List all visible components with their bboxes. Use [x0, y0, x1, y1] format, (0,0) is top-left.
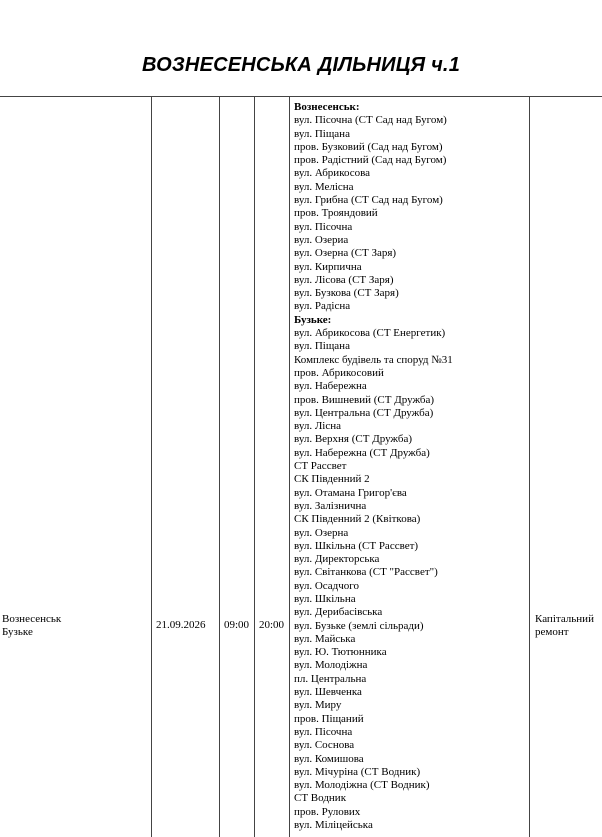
column-divider	[289, 96, 290, 837]
address-item: вул. Молодіжна (СТ Водник)	[294, 779, 430, 792]
address-item: вул. Мічуріна (СТ Водник)	[294, 765, 421, 778]
address-item: вул. Піщана	[294, 127, 350, 140]
address-item: вул. Набережна	[294, 380, 367, 393]
address-item: пров. Рулових	[294, 805, 361, 818]
address-item: вул. Радісна	[294, 300, 351, 313]
address-item: вул. Осадчого	[294, 579, 360, 592]
address-item: пров. Бузковий (Сад над Бугом)	[294, 140, 443, 153]
date-cell: 21.09.2026	[156, 619, 206, 631]
address-item: вул. Отамана Григор'єва	[294, 486, 407, 499]
address-item: вул. Верхня (СТ Дружба)	[294, 433, 413, 446]
address-item: вул. Шкільна	[294, 592, 356, 605]
time-to-cell: 20:00	[259, 619, 285, 631]
page-title: ВОЗНЕСЕНСЬКА ДІЛЬНИЦЯ ч.1	[141, 54, 461, 76]
address-item: пров. Трояндовий	[294, 207, 378, 220]
address-item: вул. Директорська	[294, 553, 380, 566]
reason-cell	[535, 613, 594, 639]
address-item: вул. Шевченка	[294, 686, 362, 699]
address-item: вул. Абрикосова (СТ Енергетик)	[294, 327, 446, 340]
address-item: вул. Майська	[294, 632, 356, 645]
address-item: вул. Пісочна	[294, 725, 353, 738]
address-item: СТ Водник	[294, 792, 347, 805]
address-item: вул. Пісочна	[294, 220, 353, 233]
address-item: пл. Центральна	[294, 672, 367, 685]
address-item: вул. Лісна	[294, 420, 341, 433]
address-item: СТ Рассвет	[294, 460, 347, 473]
settlements-cell	[2, 613, 61, 639]
address-item: вул. Світанкова (СТ "Рассвет")	[294, 566, 438, 579]
address-item: вул. Залізнична	[294, 499, 367, 512]
address-item: пров. Абрикосовий	[294, 366, 384, 379]
address-item: вул. Соснова	[294, 739, 355, 752]
address-item: пров. Піщаний	[294, 712, 364, 725]
address-item: СК Південний 2	[294, 473, 370, 486]
address-item: вул. Міліцейська	[294, 819, 373, 832]
settlement-name: Бузьке	[2, 626, 33, 638]
column-divider	[529, 96, 530, 837]
address-item: СК Південний 2 (Квіткова)	[294, 513, 421, 526]
address-item: вул. Пісочна (СТ Сад над Бугом)	[294, 114, 447, 127]
address-item: вул. Миру	[294, 699, 342, 712]
address-item: вул. Ю. Тютюнника	[294, 646, 387, 659]
address-item: пров. Радістний (Сад над Бугом)	[294, 154, 447, 167]
settlement-name: Вознесенськ	[2, 613, 62, 625]
address-heading: Бузьке:	[294, 313, 332, 326]
address-item: вул. Озериа	[294, 233, 349, 246]
address-item: вул. Озерна	[294, 526, 349, 539]
column-divider	[219, 96, 220, 837]
address-heading: Вознесенськ:	[294, 101, 360, 113]
address-item: вул. Бузьке (землі сільради)	[294, 619, 424, 632]
address-item: вул. Центральна (СТ Дружба)	[294, 406, 434, 419]
address-item: пров. Вишневий (СТ Дружба)	[294, 393, 435, 406]
time-from-cell: 09:00	[224, 619, 250, 631]
table-top-border	[0, 96, 602, 97]
address-item: вул. Лісова (СТ Заря)	[294, 273, 394, 286]
address-item: вул. Абрикосова	[294, 167, 371, 180]
address-item: вул. Кирпична	[294, 260, 362, 273]
column-divider	[254, 96, 255, 837]
address-item: вул. Озерна (СТ Заря)	[294, 247, 397, 260]
address-item: вул. Бузкова (СТ Заря)	[294, 287, 399, 300]
reason-line: ремонт	[535, 626, 569, 638]
address-item: вул. Грибна (СТ Сад над Бугом)	[294, 194, 443, 207]
address-item: вул. Мелісна	[294, 180, 354, 193]
address-item: Комплекс будівель та споруд №31	[294, 353, 453, 366]
address-item: вул. Молодіжна	[294, 659, 368, 672]
reason-line: Капітальний	[535, 613, 594, 625]
address-item: вул. Піщана	[294, 340, 350, 353]
address-item: вул. Шкільна (СТ Рассвет)	[294, 539, 419, 552]
address-item: вул. Комишова	[294, 752, 364, 765]
address-item: вул. Набережна (СТ Дружба)	[294, 446, 430, 459]
column-divider	[151, 96, 152, 837]
address-item: вул. Дерибасівська	[294, 606, 383, 619]
address-list	[294, 101, 453, 832]
